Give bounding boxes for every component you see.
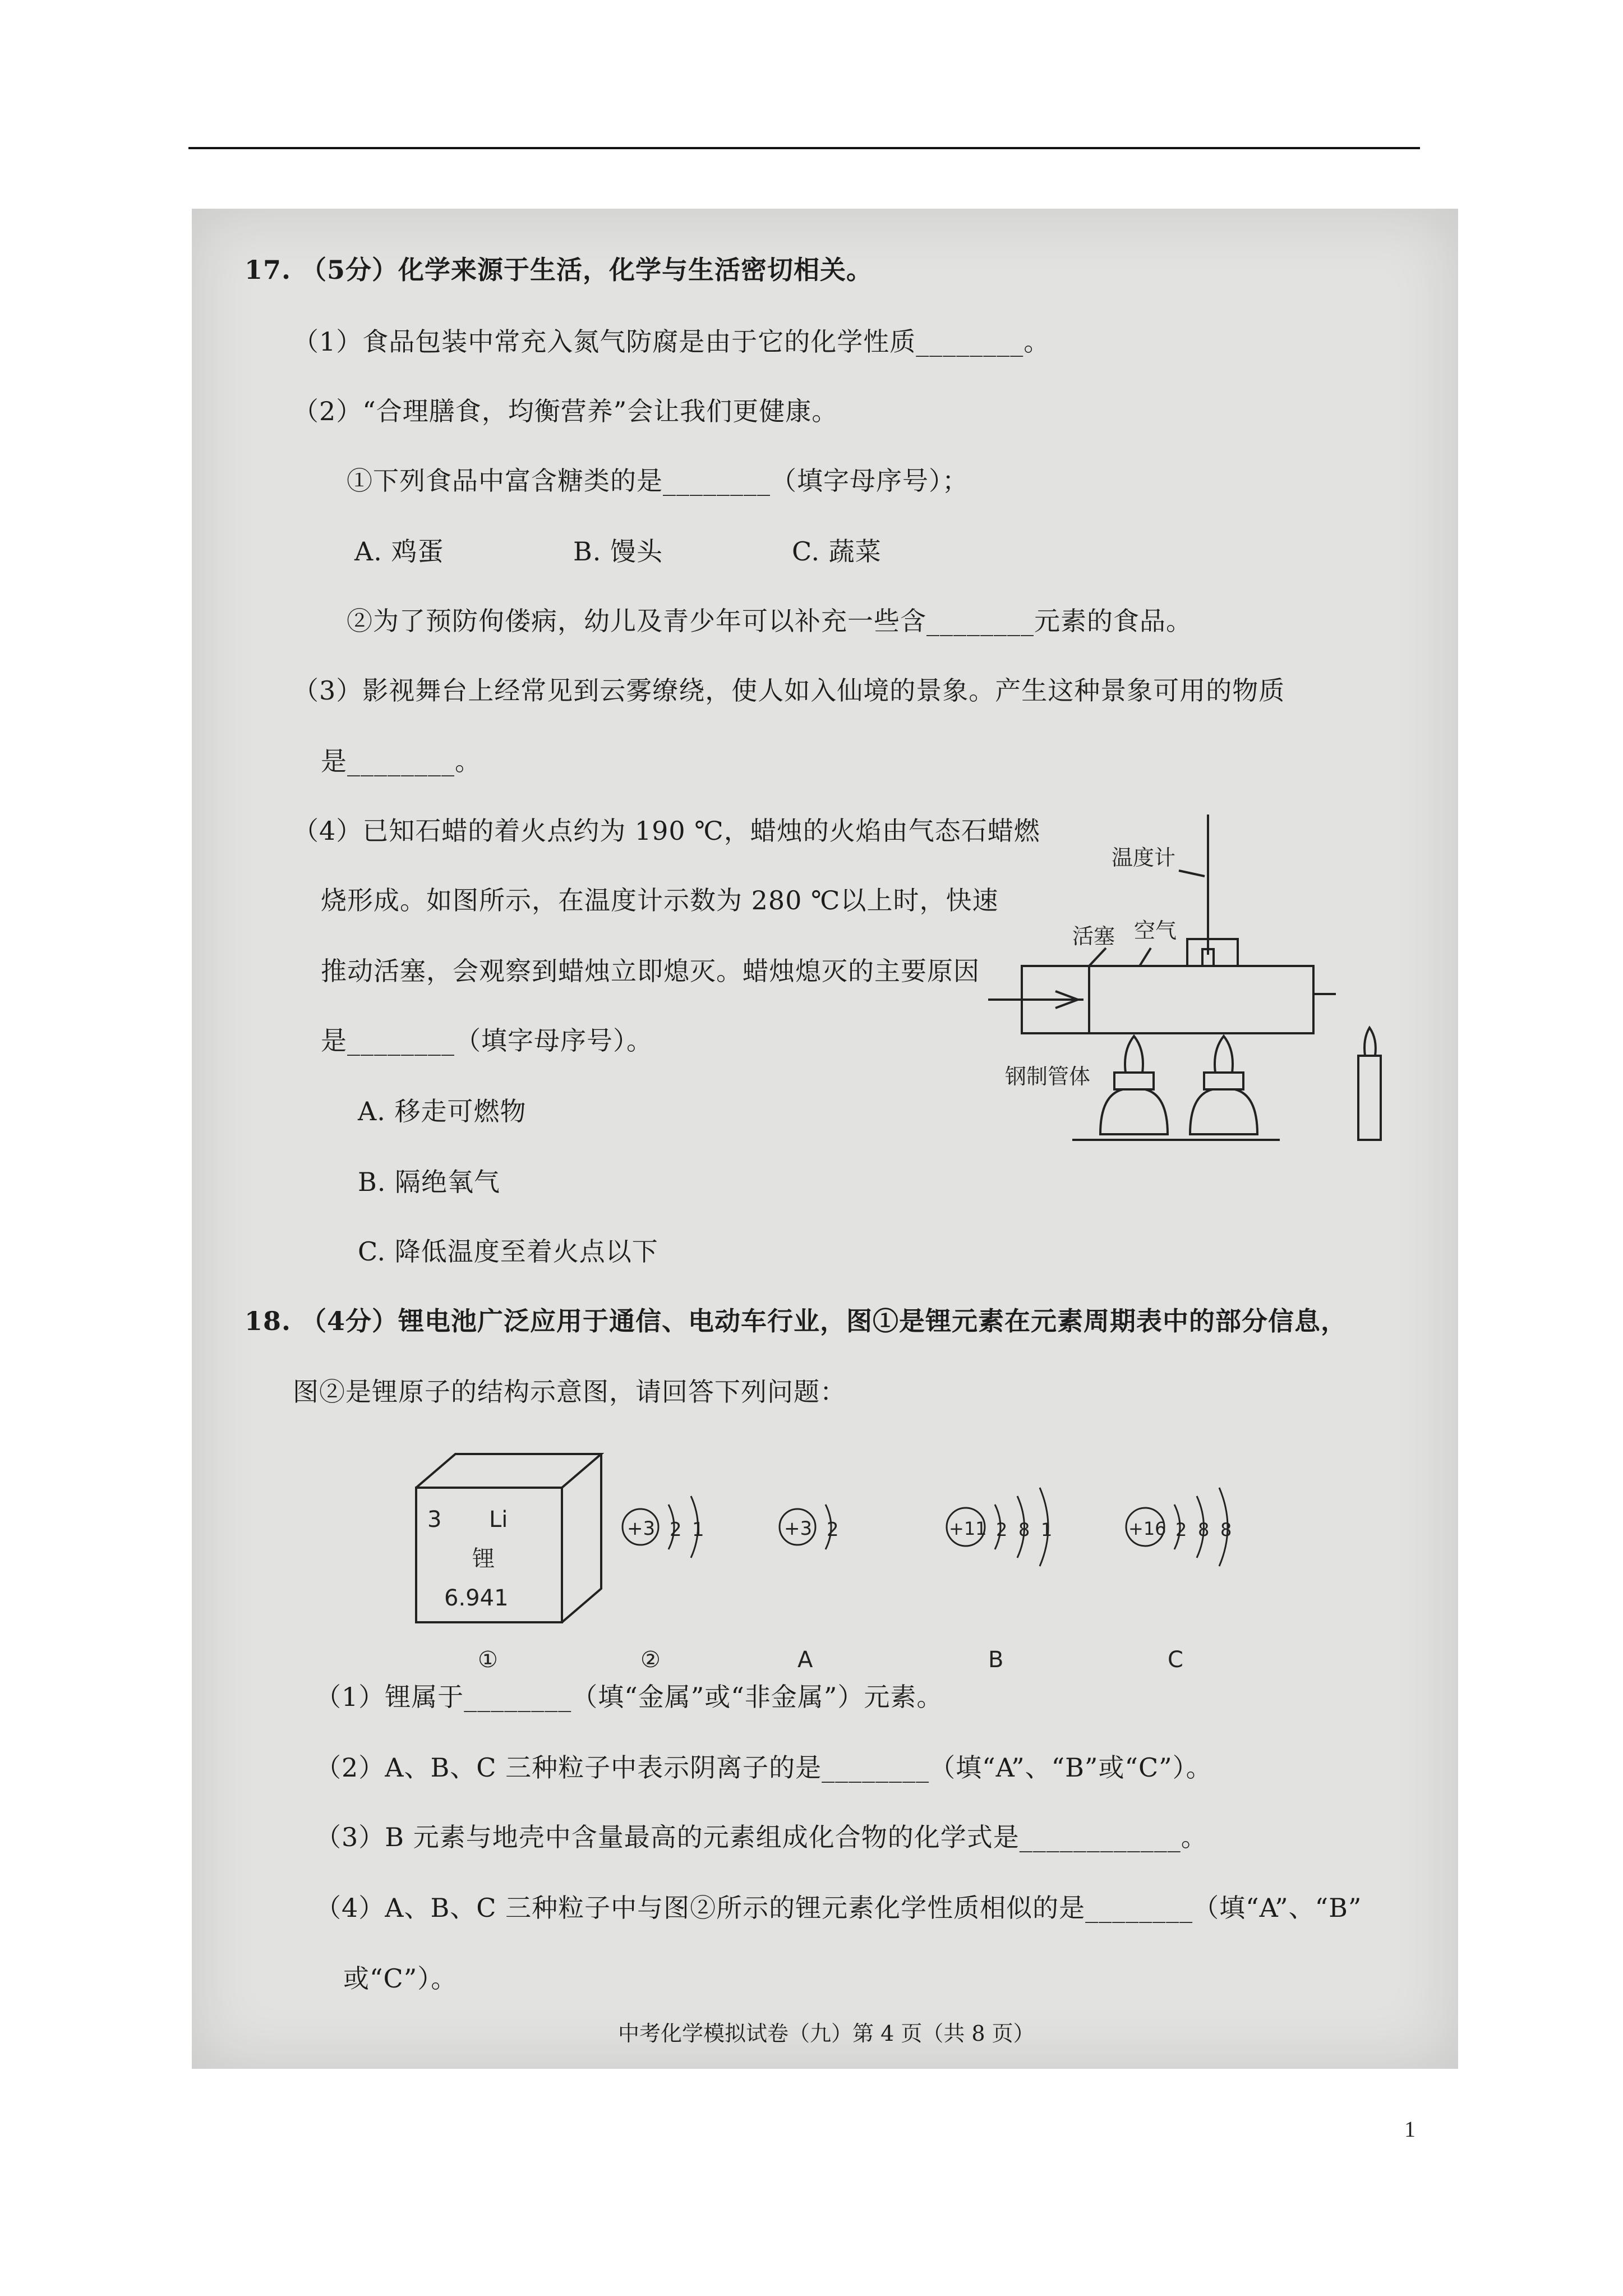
tube-label: 钢制管体 — [1005, 1064, 1091, 1089]
diagram-label-c: C — [1168, 1647, 1183, 1673]
q17-option-c: C. 蔬菜 — [792, 536, 882, 567]
candle-flame — [1364, 1028, 1376, 1056]
q17-part4-option-b: B. 隔绝氧气 — [358, 1167, 501, 1197]
q18-sub2: （2）A、B、C 三种粒子中表示阴离子的是________（填“A”、“B”或“C”）。 — [315, 1752, 1212, 1783]
atom-diagram-lithium — [623, 1496, 704, 1673]
q18-heading-line1: 18. （4分）锂电池广泛应用于通信、电动车行业，图①是锂元素在元素周期表中的部分信息， — [245, 1306, 1348, 1336]
atom-diagram-a — [780, 1504, 839, 1673]
q17-part2-sub2: ②为了预防佝偻病，幼儿及青少年可以补充一些含________元素的食品。 — [347, 606, 1192, 636]
q17-part4-line3: 推动活塞，会观察到蜡烛立即熄灭。蜡烛熄灭的主要原因 — [321, 956, 980, 986]
q18-heading-line2: 图②是锂原子的结构示意图，请回答下列问题： — [293, 1377, 846, 1407]
candle-apparatus-figure — [988, 809, 1414, 1162]
header-rule — [188, 147, 1420, 149]
q17-part4-option-c: C. 降低温度至着火点以下 — [358, 1236, 658, 1267]
q18-sub4-line2: 或“C”）。 — [343, 1963, 458, 1994]
alcohol-burner-right — [1190, 1089, 1257, 1134]
svg-text:8: 8 — [1220, 1519, 1232, 1540]
element-atomic-number: 3 — [427, 1507, 442, 1533]
air-label: 空气 — [1134, 918, 1177, 943]
q17-part4-line2: 烧形成。如图所示，在温度计示数为 280 ℃以上时，快速 — [321, 885, 999, 915]
diagram-label-a: A — [797, 1647, 813, 1673]
svg-text:2: 2 — [827, 1519, 839, 1541]
q17-option-b: B. 馒头 — [573, 536, 663, 567]
q17-part2: （2）“合理膳食，均衡营养”会让我们更健康。 — [293, 396, 838, 426]
exam-photo — [192, 209, 1458, 2069]
q17-part4-line4: 是________（填字母序号）。 — [321, 1025, 653, 1056]
q17-heading: 17. （5分）化学来源于生活，化学与生活密切相关。 — [245, 255, 873, 285]
atom-diagram-c — [1126, 1488, 1232, 1673]
element-symbol: Li — [489, 1507, 508, 1533]
thermometer-label: 温度计 — [1112, 845, 1176, 870]
q17-part4-option-a: A. 移走可燃物 — [358, 1096, 527, 1126]
svg-text:1: 1 — [1041, 1519, 1053, 1540]
flame-right — [1215, 1036, 1233, 1073]
alcohol-burner-left — [1100, 1089, 1168, 1134]
piston-label: 活塞 — [1072, 924, 1115, 949]
q17-option-a: A. 鸡蛋 — [354, 536, 444, 567]
element-mass: 6.941 — [444, 1585, 509, 1611]
q18-sub3: （3）B 元素与地壳中含量最高的元素组成化合物的化学式是____________。 — [315, 1822, 1207, 1852]
q17-part3-line2: 是________。 — [321, 746, 481, 776]
q18-sub1: （1）锂属于________（填“金属”或“非金属”）元素。 — [315, 1682, 943, 1712]
svg-text:2: 2 — [1175, 1519, 1187, 1540]
q18-sub4-line1: （4）A、B、C 三种粒子中与图②所示的锂元素化学性质相似的是________（填“A”、“B” — [315, 1893, 1362, 1923]
svg-text:1: 1 — [692, 1519, 704, 1541]
svg-text:+16: +16 — [1128, 1518, 1166, 1539]
diagram-label-b: B — [988, 1647, 1004, 1673]
lithium-diagrams — [405, 1443, 1358, 1678]
q17-part4-line1: （4）已知石蜡的着火点约为 190 ℃，蜡烛的火焰由气态石蜡燃 — [293, 816, 1040, 846]
q17-part2-sub1: ①下列食品中富含糖类的是________（填字母序号）； — [347, 466, 969, 496]
svg-text:+11: +11 — [949, 1518, 987, 1539]
svg-text:8: 8 — [1018, 1519, 1030, 1540]
page-number: 1 — [1404, 2116, 1415, 2142]
exam-footer: 中考化学模拟试卷（九）第 4 页（共 8 页） — [618, 2021, 1035, 2046]
cell-label: ① — [478, 1647, 498, 1673]
q17-part3-line1: （3）影视舞台上经常见到云雾缭绕，使人如入仙境的景象。产生这种景象可用的物质 — [293, 675, 1285, 706]
atom-diagram-b — [947, 1488, 1052, 1673]
flame-left — [1125, 1036, 1143, 1073]
svg-text:8: 8 — [1198, 1519, 1210, 1540]
element-name: 锂 — [472, 1546, 495, 1572]
q17-part1: （1）食品包装中常充入氮气防腐是由于它的化学性质________。 — [293, 326, 1050, 357]
candle — [1358, 1056, 1381, 1140]
svg-text:+3: +3 — [627, 1517, 656, 1540]
svg-text:+3: +3 — [784, 1517, 813, 1540]
diagram-label-2: ② — [640, 1647, 661, 1673]
svg-text:2: 2 — [670, 1519, 682, 1541]
svg-text:2: 2 — [996, 1519, 1008, 1540]
